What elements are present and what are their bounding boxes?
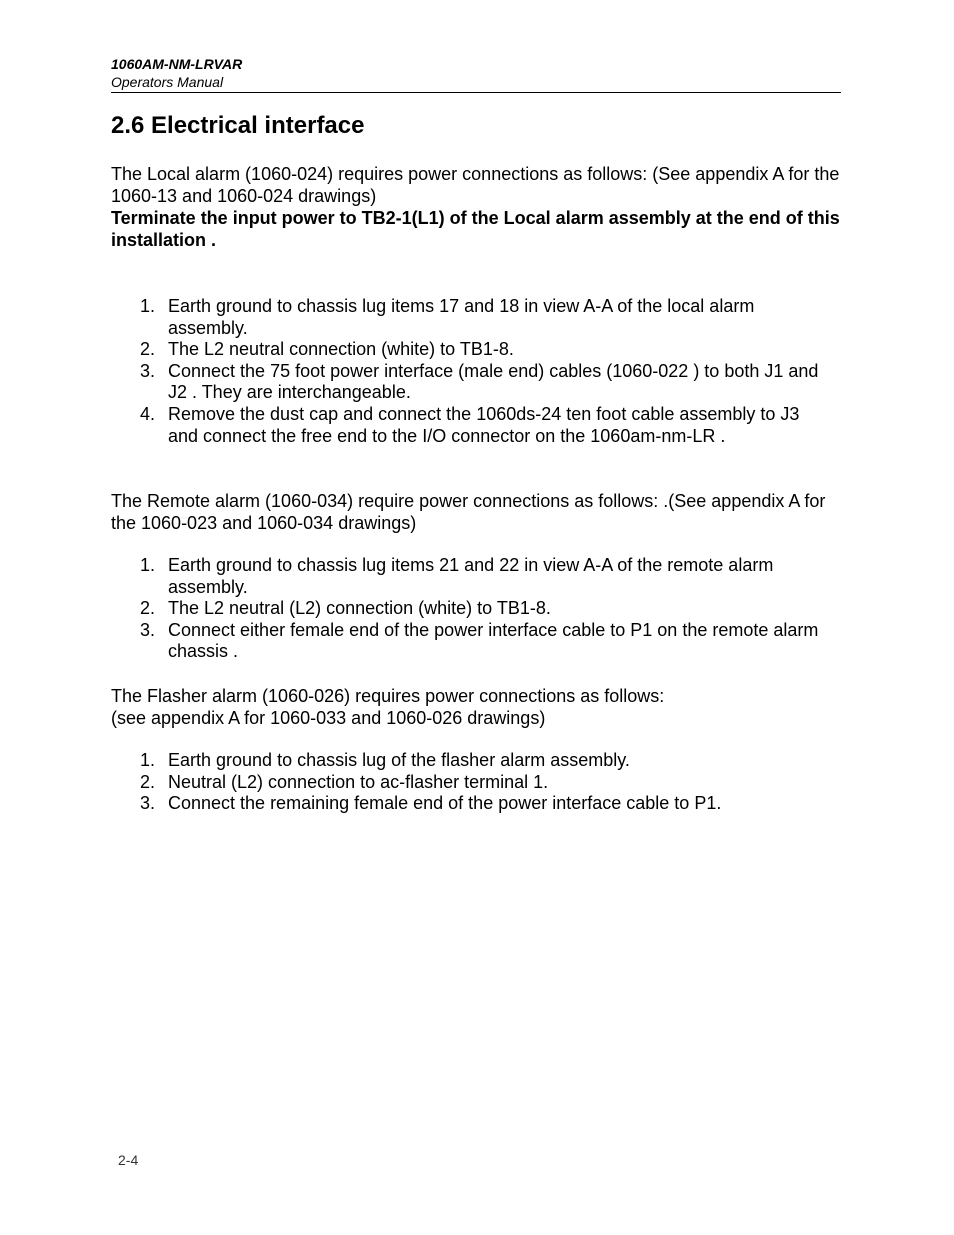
remote-alarm-intro-block	[111, 490, 846, 534]
list-item	[140, 404, 830, 447]
flasher-alarm-intro-block	[111, 685, 846, 729]
local-alarm-steps	[140, 296, 830, 447]
document-id: 1060AM-NM-LRVAR	[111, 56, 243, 72]
step-number: 1.	[140, 750, 156, 770]
step-text: Connect the remaining female end of the power interface cable to P1.	[168, 793, 722, 814]
list-item	[140, 339, 830, 361]
flasher-alarm-intro-line2: (see appendix A for 1060-033 and 1060-026 drawings)	[111, 708, 546, 728]
step-number: 1.	[140, 555, 156, 575]
step-text: The L2 neutral connection (white) to TB1-8.	[168, 339, 514, 360]
remote-alarm-intro: The Remote alarm (1060-034) require power connections as follows: .(See appendix A for the 1060-023 and 1060-034 drawings)	[111, 491, 826, 533]
list-item	[140, 772, 830, 794]
flasher-alarm-intro-line1: The Flasher alarm (1060-026) requires power connections as follows:	[111, 686, 665, 706]
list-item	[140, 750, 830, 772]
page-header	[111, 56, 841, 93]
local-alarm-intro-block	[111, 163, 846, 251]
step-text: Connect the 75 foot power interface (male end) cables (1060-022 ) to both J1 and J2 . They are interchangeable.	[168, 360, 819, 403]
step-text: Connect either female end of the power interface cable to P1 on the remote alarm chassis .	[168, 619, 819, 662]
step-number: 3.	[140, 360, 156, 381]
list-item	[140, 361, 830, 404]
step-number: 2.	[140, 339, 156, 360]
step-text: Remove the dust cap and connect the 1060ds-24 ten foot cable assembly to J3 and connect the free end to the I/O connector on the 1060am-nm-LR .	[168, 403, 800, 446]
step-text: Earth ground to chassis lug of the flasher alarm assembly.	[168, 750, 630, 770]
list-item	[140, 555, 830, 598]
document-subtitle: Operators Manual	[111, 74, 224, 90]
step-number: 3.	[140, 793, 156, 814]
flasher-alarm-steps	[140, 750, 830, 815]
step-text: Earth ground to chassis lug items 17 and 18 in view A-A of the local alarm assembly.	[168, 296, 755, 338]
step-number: 3.	[140, 619, 156, 640]
step-text: Earth ground to chassis lug items 21 and 22 in view A-A of the remote alarm assembly.	[168, 555, 774, 597]
local-alarm-warning: Terminate the input power to TB2-1(L1) of the Local alarm assembly at the end of this installation .	[111, 208, 840, 250]
step-text: The L2 neutral (L2) connection (white) to TB1-8.	[168, 598, 551, 619]
step-number: 1.	[140, 296, 156, 316]
step-number: 4.	[140, 403, 156, 424]
local-alarm-intro: The Local alarm (1060-024) requires power connections as follows: (See appendix A for the 1060-13 and 1060-024 drawings)	[111, 164, 840, 206]
section-title: 2.6 Electrical interface	[111, 112, 365, 139]
list-item	[140, 598, 830, 620]
list-item	[140, 620, 830, 663]
list-item	[140, 296, 830, 339]
remote-alarm-steps	[140, 555, 830, 663]
page-number: 2-4	[118, 1152, 139, 1168]
step-number: 2.	[140, 771, 156, 792]
list-item	[140, 793, 830, 815]
step-text: Neutral (L2) connection to ac-flasher terminal 1.	[168, 771, 549, 792]
step-number: 2.	[140, 598, 156, 619]
